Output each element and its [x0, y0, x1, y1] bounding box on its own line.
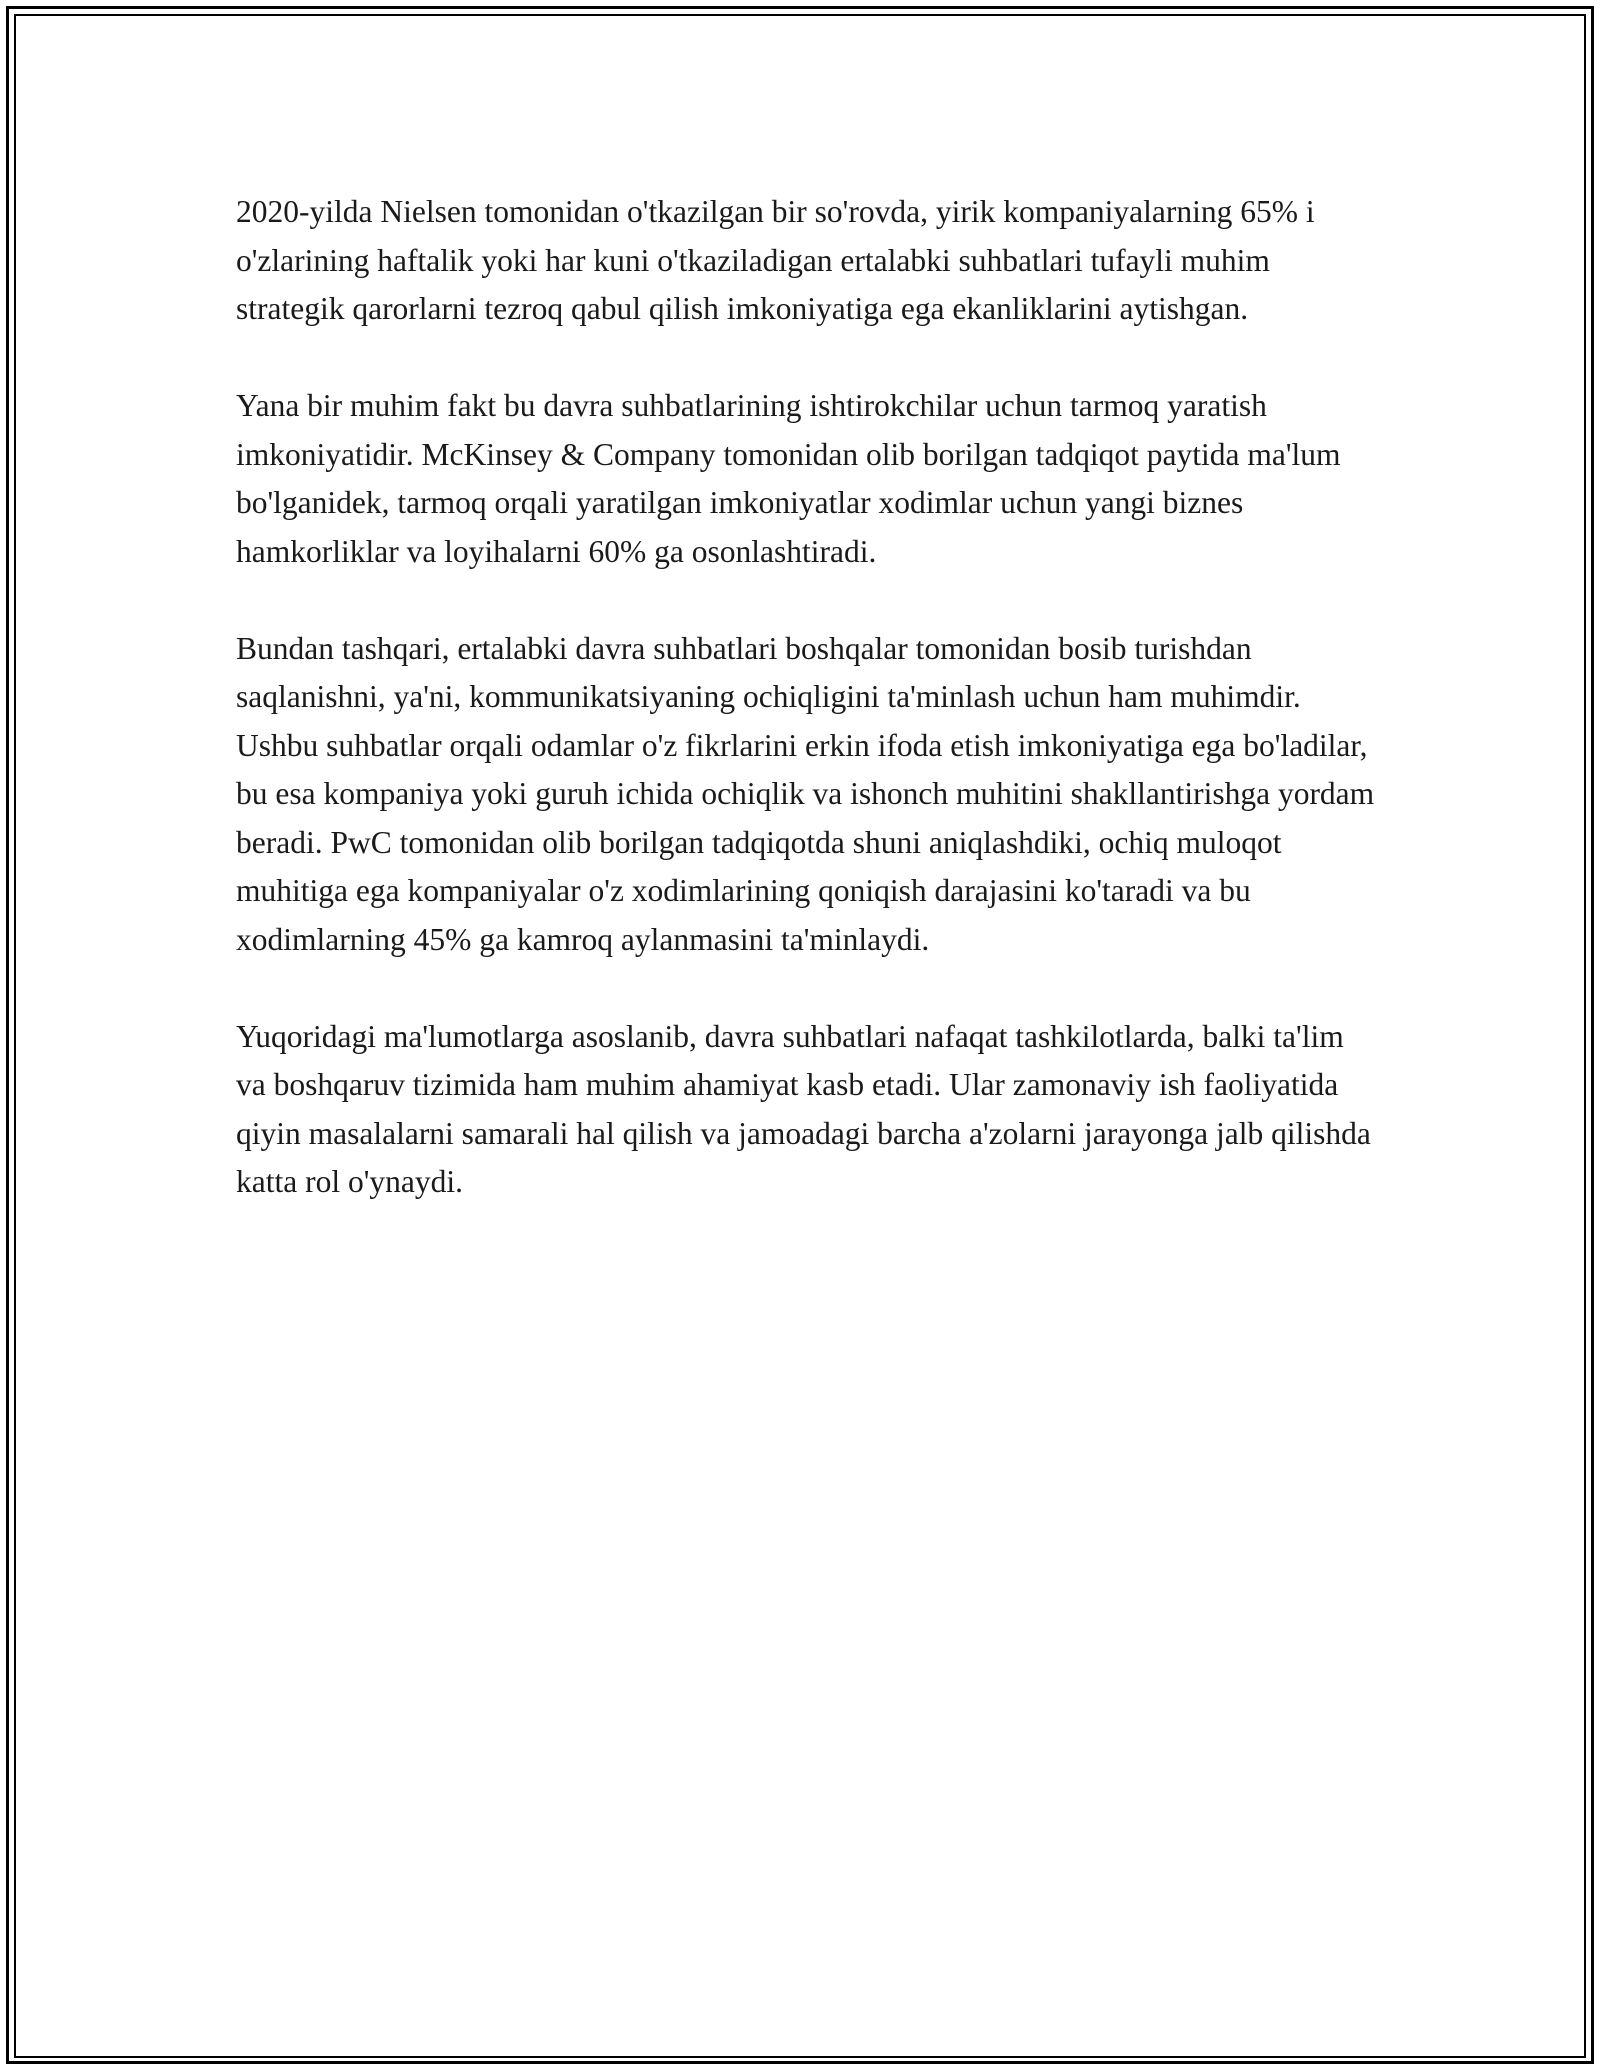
paragraph-2: Yana bir muhim fakt bu davra suhbatlarining ishtirokchilar uchun tarmoq yaratish imkoniyatidir. McKinsey & Company tomonidan olib borilgan tadqiqot paytida ma'lum bo'lganidek, tarmoq orqali yaratilgan imkoniyatlar xodimlar uchun yangi biznes hamkorliklar va loyihalarni 60% ga osonlashtiradi.: [236, 388, 1341, 569]
paragraph-3: Bundan tashqari, ertalabki davra suhbatlari boshqalar tomonidan bosib turishdan saqlanishni, ya'ni, kommunikatsiyaning ochiqligini ta'minlash uchun ham muhimdir. Ushbu suhbatlar orqali odamlar o'z fikrlarini erkin ifoda etish imkoniyatiga ega bo'ladilar, bu esa kompaniya yoki guruh ichida ochiqlik va ishonch muhitini shakllantirishga yordam beradi. PwC tomonidan olib borilgan tadqiqotda shuni aniqlashdiki, ochiq muloqot muhitiga ega kompaniyalar o'z xodimlarining qoniqish darajasini ko'taradi va bu xodimlarning 45% ga kamroq aylanmasini ta'minlaydi.: [236, 630, 1375, 957]
paragraph-1: 2020-yilda Nielsen tomonidan o'tkazilgan bir so'rovda, yirik kompaniyalarning 65% i o'zlarining haftalik yoki har kuni o'tkaziladigan ertalabki suhbatlari tufayli muhim strategik qarorlarni tezroq qabul qilish imkoniyatiga ega ekanliklarini aytishgan.: [236, 194, 1315, 326]
document-body: [236, 188, 1376, 1207]
paragraph-4: Yuqoridagi ma'lumotlarga asoslanib, davra suhbatlari nafaqat tashkilotlarda, balki ta'lim va boshqaruv tizimida ham muhim ahamiyat kasb etadi. Ular zamonaviy ish faoliyatida qiyin masalalarni samarali hal qilish va jamoadagi barcha a'zolarni jarayonga jalb qilishda katta rol o'ynaydi.: [236, 1018, 1371, 1199]
